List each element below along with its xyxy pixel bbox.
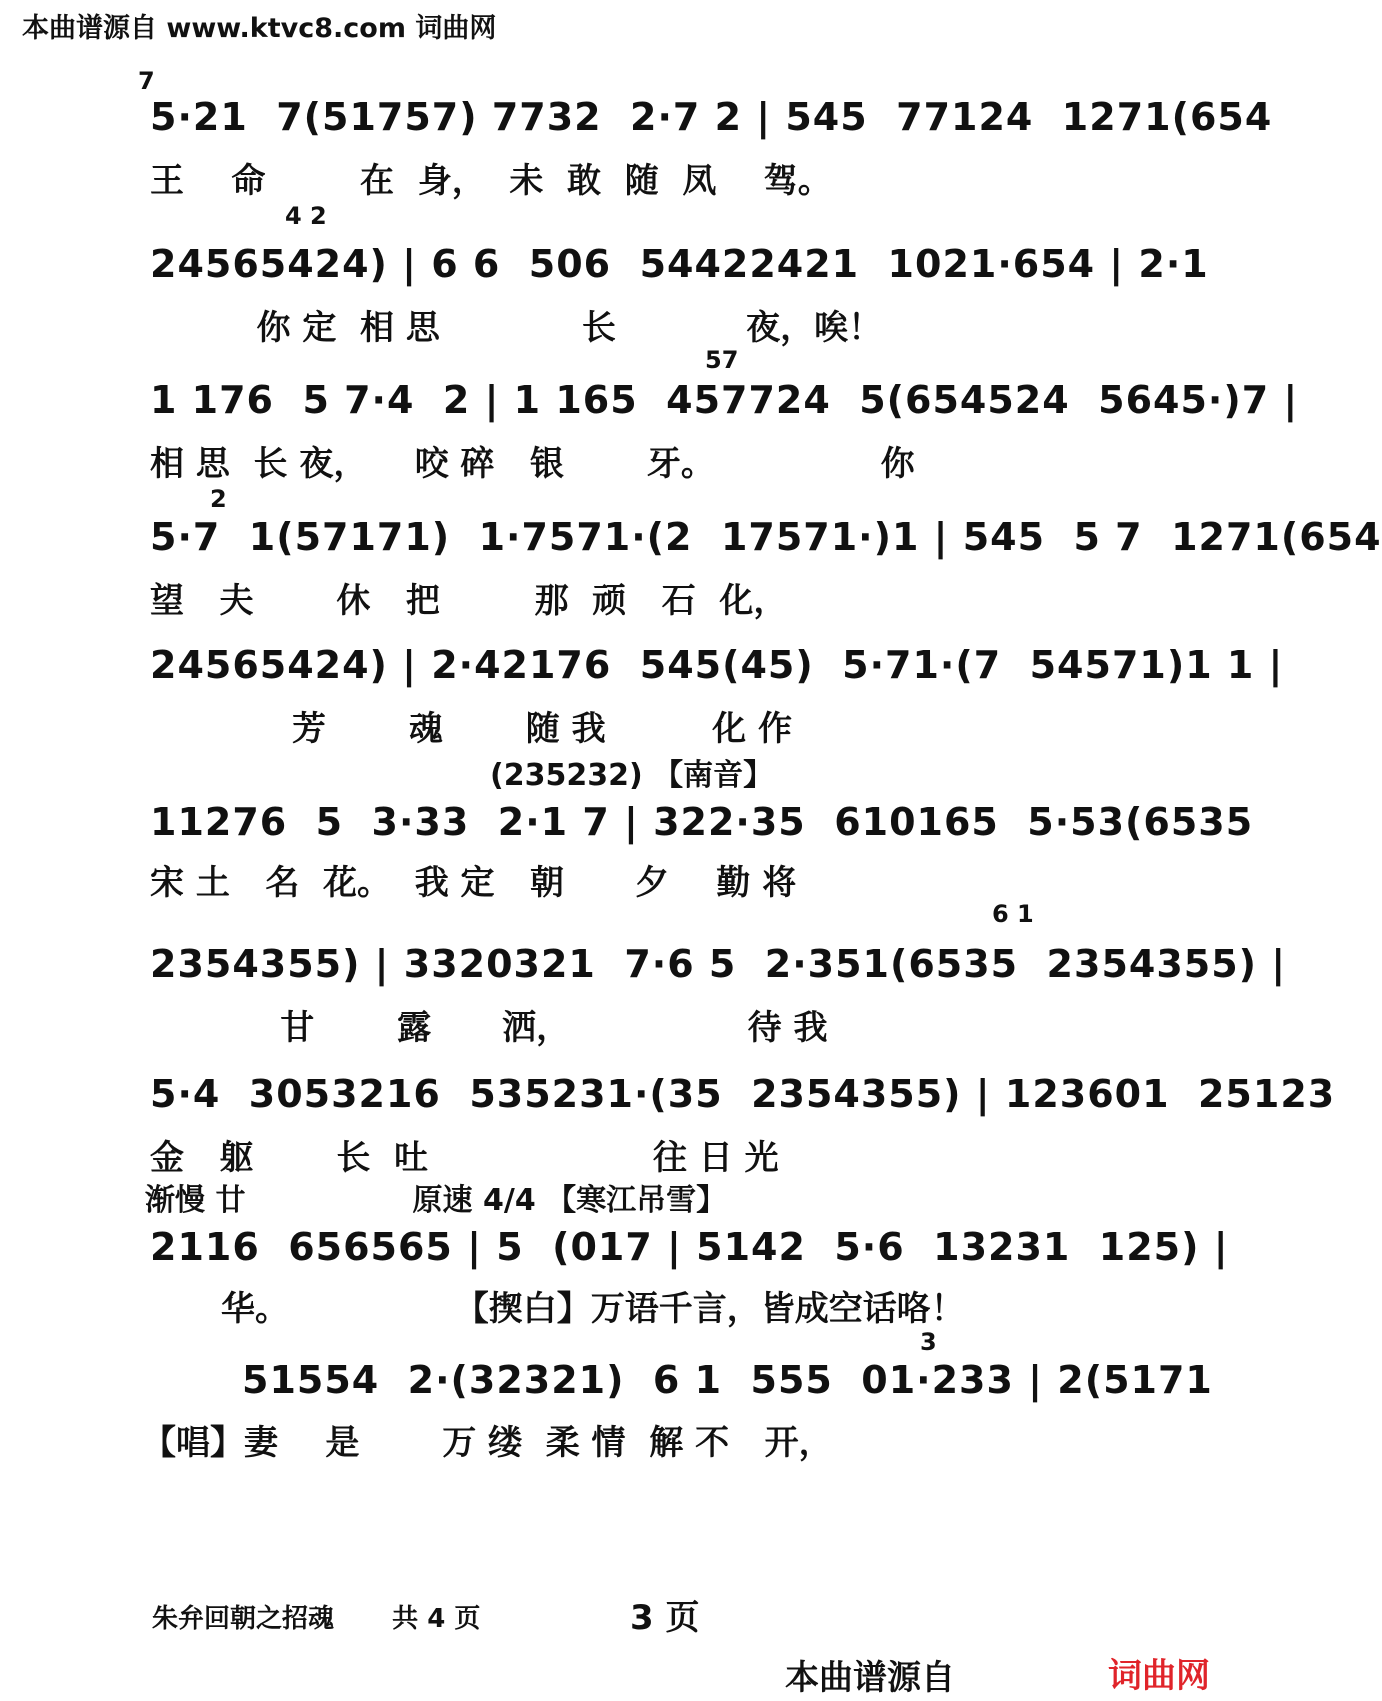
- total-pages: 共 4 页: [392, 1604, 481, 1634]
- lyric-line: 王 命 在 身， 未 敢 随 凤 驾。: [150, 161, 832, 201]
- notation-line: 2354355) | 3320321 7·6 5 2·351(6535 2354355) |: [150, 942, 1287, 986]
- grace-note: 6 1: [992, 900, 1034, 928]
- tempo-marker: 渐慢 廿 原速 4/4 【寒江吊雪】: [145, 1183, 727, 1218]
- lyric-line: 你 定 相 思 长 夜，唉！: [150, 308, 883, 348]
- grace-note: 57: [705, 346, 739, 374]
- lyric-line: 相 思 长 夜， 咬 碎 银 牙。 你: [150, 444, 915, 484]
- footer-info: [152, 1598, 480, 1635]
- lyric-line: 甘 露 洒， 待 我: [150, 1008, 828, 1048]
- lyric-line: 芳 魂 随 我 化 作: [150, 709, 792, 749]
- lyric-line: 宋 土 名 花。 我 定 朝 夕 勤 将: [150, 863, 797, 903]
- page-number: 3 页: [630, 1598, 700, 1638]
- notation-line: 24565424) | 2·42176 545(45) 5·71·(7 54571)1 1 |: [150, 643, 1284, 687]
- grace-note: 4 2: [285, 202, 327, 230]
- notation-line: 2116 656565 | 5 (017 | 5142 5·6 13231 125) |: [150, 1225, 1229, 1269]
- notation-line: 5·21 7(51757) 7732 2·7 2 | 545 77124 1271(654: [150, 95, 1273, 139]
- grace-note: 3: [920, 1328, 937, 1356]
- song-title: 朱弁回朝之招魂: [152, 1604, 335, 1634]
- notation-line: 5·7 1(57171) 1·7571·(2 17571·)1 | 545 5 7 1271(654: [150, 515, 1382, 559]
- notation-line: 11276 5 3·33 2·1 7 | 322·35 610165 5·53(6535: [150, 800, 1254, 844]
- lyric-line: 【唱】妻 是 万 缕 柔 情 解 不 开，: [142, 1423, 833, 1463]
- notation-line: 51554 2·(32321) 6 1 555 01·233 | 2(5171: [242, 1358, 1213, 1402]
- grace-note: 2: [210, 485, 227, 513]
- notation-line: 5·4 3053216 535231·(35 2354355) | 123601 25123: [150, 1072, 1336, 1116]
- source-header: 本曲谱源自 www.ktvc8.com 词曲网: [22, 13, 497, 44]
- section-marker: (235232) 【南音】: [490, 758, 774, 793]
- notation-line: 24565424) | 6 6 506 54422421 1021·654 | 2·1: [150, 242, 1209, 286]
- site-logo: 词曲网: [1108, 1656, 1210, 1696]
- notation-line: 1 176 5 7·4 2 | 1 165 457724 5(654524 5645·)7 |: [150, 378, 1299, 422]
- lyric-line: 华。 【揳白】万语千言，皆成空话咯！: [150, 1289, 965, 1329]
- grace-note: 7: [138, 67, 155, 95]
- lyric-line: 金 躯 长 吐 往 日 光: [150, 1138, 779, 1178]
- bottom-source: 本曲谱源自: [785, 1658, 955, 1698]
- lyric-line: 望 夫 休 把 那 顽 石 化，: [150, 581, 788, 621]
